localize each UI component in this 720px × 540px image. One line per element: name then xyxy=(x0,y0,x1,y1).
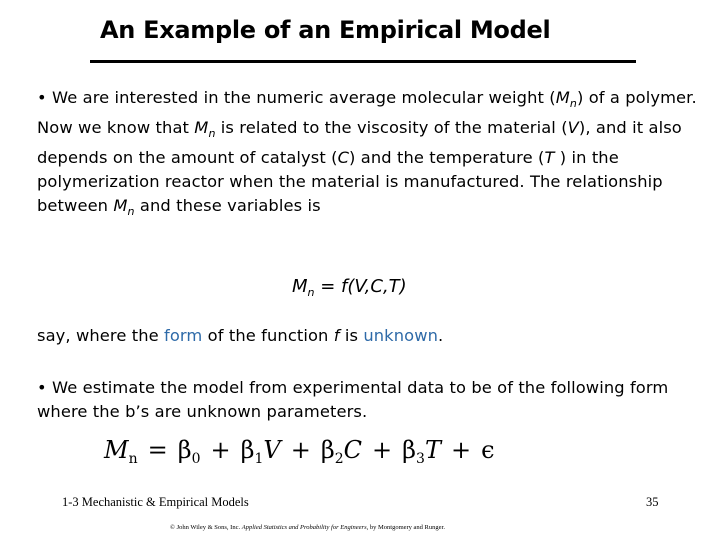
form-text-c: is xyxy=(339,326,364,345)
eq-beta0: β xyxy=(177,436,192,464)
copyright-book: Applied Statistics and Probability for Engineers xyxy=(241,524,367,531)
form-word: form xyxy=(164,326,203,345)
mn-symbol: $M_n$ xyxy=(194,118,216,140)
form-paragraph xyxy=(37,324,697,348)
intro-text-e: ) and the temperature ( xyxy=(349,148,545,167)
model-equation xyxy=(104,436,495,467)
intro-text-b: ) of a polymer. Now we know that xyxy=(37,88,697,137)
formula-n: n xyxy=(307,286,315,299)
eq-beta1: β xyxy=(240,436,255,464)
form-text-a: say, where the xyxy=(37,326,165,345)
v-symbol: V xyxy=(567,118,579,137)
footer-section-label: 1-3 Mechanistic & Empirical Models xyxy=(62,495,249,509)
mn-symbol: $M_n$ xyxy=(113,196,135,218)
form-text-b: of the function xyxy=(202,326,334,345)
eq-v: V xyxy=(263,436,281,464)
intro-text-g: and these variables is xyxy=(134,196,321,215)
intro-text-a: • We are interested in the numeric average molecular weight ( xyxy=(37,88,556,107)
eq-plus: + xyxy=(450,436,472,464)
eq-beta3: β xyxy=(402,436,417,464)
formula-rhs: f(V,C,T) xyxy=(341,276,407,297)
eq-plus: + xyxy=(210,436,231,464)
eq-sub2: 2 xyxy=(334,451,344,467)
t-symbol: T xyxy=(544,148,555,167)
f-symbol: f xyxy=(333,326,340,345)
eq-plus: + xyxy=(290,436,311,464)
intro-text-c: is related to the viscosity of the material ( xyxy=(215,118,568,137)
form-text-d: . xyxy=(438,326,444,345)
eq-t: T xyxy=(424,436,441,464)
page-number: 35 xyxy=(646,495,659,509)
eq-sub1: 1 xyxy=(254,451,264,467)
intro-text-f: ) in the polymerization reactor when the material is manufactured. The relationship between xyxy=(37,148,663,215)
c-symbol: C xyxy=(337,148,350,167)
eq-plus: + xyxy=(372,436,393,464)
copyright-c: , by Montgomery and Runger. xyxy=(366,524,445,531)
eq-beta2: β xyxy=(320,436,335,464)
eq-sub3: 3 xyxy=(416,451,425,467)
eq-n: n xyxy=(128,451,138,467)
copyright-a: © John Wiley & Sons, Inc. xyxy=(170,524,242,531)
eq-equals: = xyxy=(147,436,168,464)
intro-paragraph xyxy=(37,86,697,224)
title-underline xyxy=(90,60,636,63)
eq-c: C xyxy=(343,436,363,464)
function-formula xyxy=(292,276,407,299)
copyright-notice xyxy=(170,524,445,531)
eq-sub0: 0 xyxy=(191,451,201,467)
intro-text-d: ), and it also depends on the amount of catalyst ( xyxy=(37,118,682,167)
estimate-paragraph: • We estimate the model from experimental data to be of the following form where the b’s are unknown parameters. xyxy=(37,378,669,421)
mn-symbol: $M_n$ xyxy=(555,88,577,110)
eq-m: M xyxy=(104,436,129,464)
slide-title: An Example of an Empirical Model xyxy=(100,16,551,44)
formula-m: M xyxy=(292,276,308,297)
unknown-word: unknown xyxy=(363,326,439,345)
formula-equals: = xyxy=(314,276,342,297)
eq-epsilon: ϵ xyxy=(481,436,495,464)
